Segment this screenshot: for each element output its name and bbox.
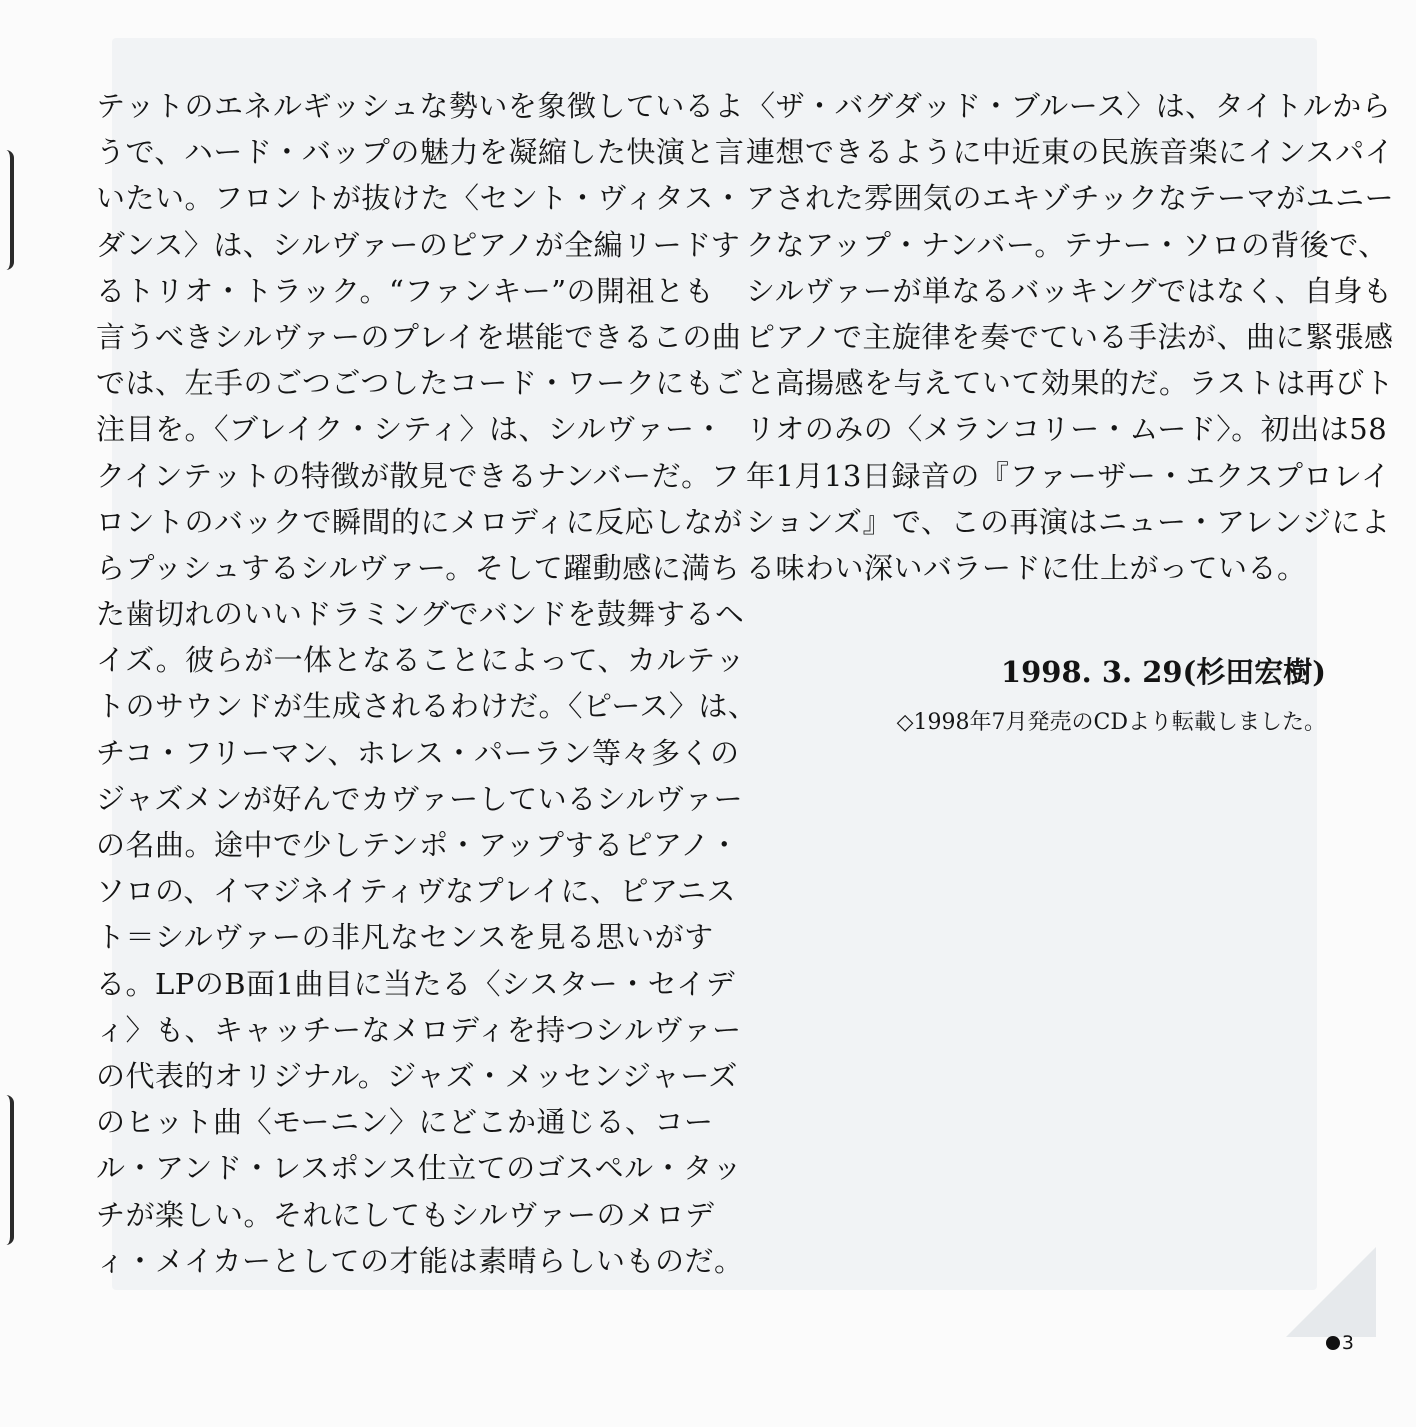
binding-mark-top <box>0 150 14 270</box>
text-line: ィ・メイカーとしての才能は素晴らしいものだ。 <box>96 1243 744 1278</box>
text-line: ソロの、イマジネイティヴなプレイに、ピアニス <box>96 874 737 909</box>
text-line: テットのエネルギッシュな勢いを象徴しているよ <box>96 89 744 123</box>
text-line: チが楽しい。それにしてもシルヴァーのメロデ <box>96 1197 715 1232</box>
text-line: イズ。彼らが一体となることによって、カルテッ <box>96 643 746 678</box>
reprint-note: ◇1998年7月発売のCDより転載しました。 <box>896 710 1326 735</box>
text-line: ィ〉も、キャッチーなメロディを持つシルヴァー <box>96 1012 742 1047</box>
text-line: 年1月13日録音の『ファーザー・エクスプロレイ <box>746 458 1391 493</box>
text-line: いたい。フロントが抜けた〈セント・ヴィタス・ <box>96 181 744 216</box>
binding-mark-bottom <box>0 1095 14 1245</box>
text-line: 言うべきシルヴァーのプレイを堪能できるこの曲 <box>96 319 742 354</box>
text-line: クインテットの特徴が散見できるナンバーだ。フ <box>96 458 741 493</box>
text-line: のヒット曲〈モーニン〉にどこか通じる、コー <box>96 1105 714 1140</box>
text-line: クなアップ・ナンバー。テナー・ソロの背後で、 <box>746 227 1388 262</box>
text-line: ト＝シルヴァーの非凡なセンスを見る思いがす <box>96 920 714 955</box>
text-line: トのサウンドが生成されるわけだ。〈ピース〉は、 <box>96 689 758 724</box>
text-line: チコ・フリーマン、ホレス・パーラン等々多くの <box>96 735 740 770</box>
text-line: ジャズメンが好んでカヴァーしているシルヴァー <box>96 781 744 816</box>
text-line: る味わい深いバラードに仕上がっている。 <box>746 550 1307 585</box>
text-line: ダンス〉は、シルヴァーのピアノが全編リードす <box>96 227 741 262</box>
text-line: らプッシュするシルヴァー。そして躍動感に満ち <box>96 550 741 585</box>
text-line: の名曲。途中で少しテンポ・アップするピアノ・ <box>96 828 740 862</box>
text-line: ロントのバックで瞬間的にメロディに反応しなが <box>96 504 743 539</box>
author-date-signature: 1998. 3. 29(杉田宏樹) <box>1000 655 1326 689</box>
text-line: ションズ』で、この再演はニュー・アレンジによ <box>746 504 1391 539</box>
text-line: 連想できるように中近東の民族音楽にインスパイ <box>746 135 1395 170</box>
text-line: るトリオ・トラック。“ファンキー”の開祖とも <box>96 273 715 308</box>
page-number <box>1326 1332 1354 1354</box>
text-line: 注目を。〈ブレイク・シティ〉は、シルヴァー・ <box>96 412 724 447</box>
background-corner-tab <box>1286 1247 1376 1337</box>
left-text-column <box>96 83 758 1284</box>
text-line: ル・アンド・レスポンス仕立てのゴスペル・タッ <box>96 1151 743 1186</box>
text-line: ピアノで主旋律を奏でている手法が、曲に緊張感 <box>746 319 1394 354</box>
page-number-value: 3 <box>1341 1332 1354 1354</box>
text-line: うで、ハード・バップの魅力を凝縮した快演と言 <box>96 135 745 170</box>
right-text-column <box>746 83 1395 591</box>
text-line: た歯切れのいいドラミングでバンドを鼓舞するヘ <box>96 597 745 632</box>
text-line: る。LPのB面1曲目に当たる〈シスター・セイデ <box>96 966 736 1001</box>
text-line: シルヴァーが単なるバッキングではなく、自身も <box>746 273 1393 308</box>
text-line: 〈ザ・バグダッド・ブルース〉は、タイトルから <box>746 89 1392 123</box>
page-bullet-icon <box>1326 1336 1340 1350</box>
text-line: リオのみの〈メランコリー・ムード〉。初出は58 <box>746 412 1388 447</box>
text-line: と高揚感を与えていて効果的だ。ラストは再びト <box>746 366 1395 401</box>
text-line: の代表的オリジナル。ジャズ・メッセンジャーズ <box>96 1058 738 1093</box>
text-line: では、左手のごつごつしたコード・ワークにもご <box>96 366 744 401</box>
text-line: アされた雰囲気のエキゾチックなテーマがユニー <box>746 181 1395 216</box>
